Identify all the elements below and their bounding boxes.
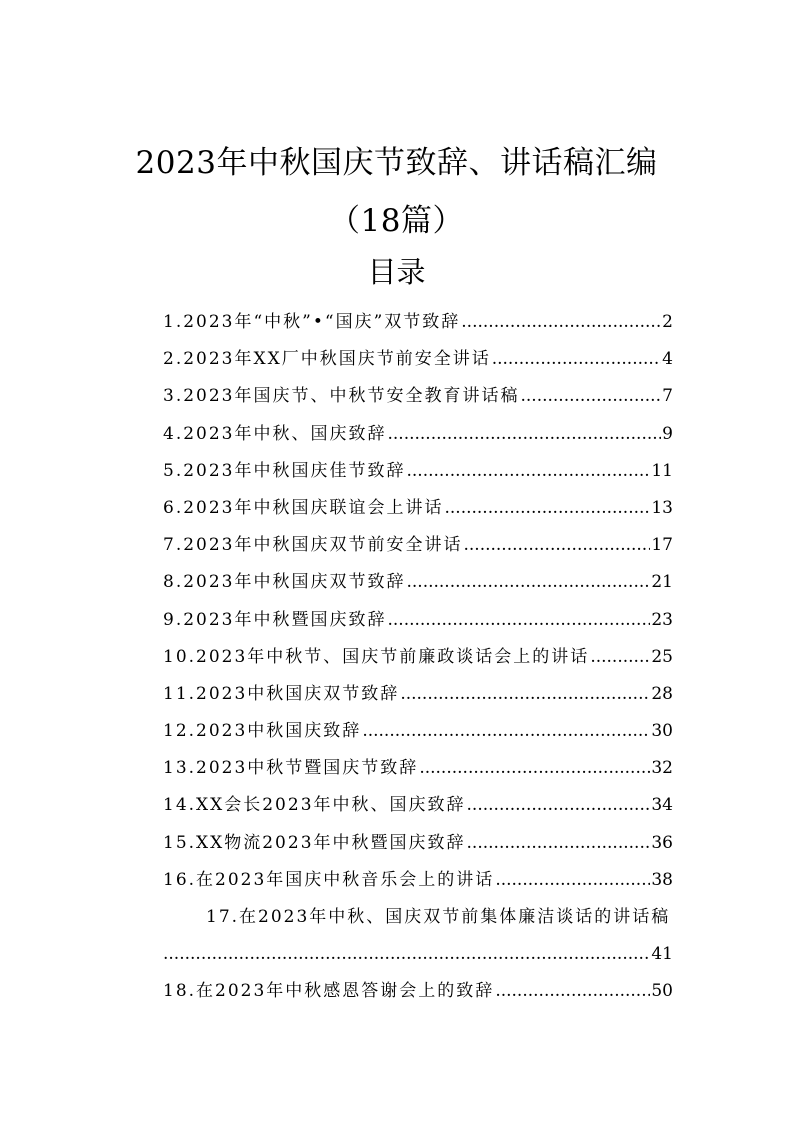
toc-entry-title: 13.2023中秋节暨国庆节致辞: [163, 758, 419, 779]
toc-page-number: 23: [651, 609, 673, 630]
toc-entry-title: 10.2023年中秋节、国庆节前廉政谈话会上的讲话: [163, 646, 590, 667]
toc-page-number: 11: [651, 460, 673, 481]
toc-entry-9[interactable]: [120, 602, 673, 639]
dot-leader: [467, 825, 651, 862]
toc-entry-12[interactable]: [120, 713, 673, 750]
toc-entry-16[interactable]: [120, 862, 673, 899]
toc-entry-2[interactable]: [120, 341, 673, 378]
toc-page-number: 30: [651, 721, 673, 742]
toc-entry-title: 15.XX物流2023年中秋暨国庆致辞: [163, 832, 466, 853]
toc-entry-15[interactable]: [120, 825, 673, 862]
toc-entry-6[interactable]: [120, 490, 673, 527]
toc-entry-13[interactable]: [120, 750, 673, 787]
toc-heading: 目录: [367, 255, 426, 289]
dot-leader: [590, 639, 650, 676]
dot-leader: [492, 341, 661, 378]
toc-entry-title: 4.2023年中秋、国庆致辞: [163, 423, 387, 444]
toc-entry-title: 6.2023年中秋国庆联谊会上讲话: [163, 497, 444, 518]
dot-leader: [163, 936, 650, 973]
dot-leader: [444, 490, 650, 527]
dot-leader: [406, 564, 650, 601]
toc-page-number: 9: [662, 423, 673, 444]
toc-entry-title: 1.2023年“中秋”•“国庆”双节致辞: [163, 312, 461, 332]
toc-entry-title: 12.2023中秋国庆致辞: [163, 721, 362, 742]
toc-entry-14[interactable]: [120, 787, 673, 824]
toc-entry-title: 5.2023年中秋国庆佳节致辞: [163, 460, 406, 481]
toc-entry-1[interactable]: [120, 304, 673, 341]
toc-entry-title: 8.2023年中秋国庆双节致辞: [163, 572, 406, 593]
dot-leader: [362, 713, 650, 750]
toc-entry-18[interactable]: [120, 973, 673, 1010]
toc-entry-title: 17.在2023年中秋、国庆双节前集体廉洁谈话的讲话稿: [206, 907, 671, 927]
toc-entry-4[interactable]: [120, 416, 673, 453]
dot-leader: [387, 416, 661, 453]
dot-leader: [463, 527, 650, 564]
toc-entry-3[interactable]: [120, 378, 673, 415]
toc-entry-8[interactable]: [120, 564, 673, 601]
toc-entry-title: 9.2023年中秋暨国庆致辞: [163, 609, 387, 630]
toc-page-number: 13: [651, 497, 673, 518]
toc-page-number: 41: [651, 944, 673, 965]
toc-page-number: 36: [651, 832, 673, 853]
toc-entry-title: 3.2023年国庆节、中秋节安全教育讲话稿: [163, 386, 520, 407]
toc-entry-title: 16.在2023年国庆中秋音乐会上的讲话: [163, 869, 495, 890]
toc-entry-10[interactable]: [120, 639, 673, 676]
dot-leader: [520, 378, 661, 415]
toc-page-number: 17: [651, 535, 673, 556]
dot-leader: [406, 453, 650, 490]
toc-entry-continuation: [163, 936, 673, 973]
toc-page-number: 4: [662, 349, 673, 370]
toc-page-number: 32: [651, 758, 673, 779]
toc-page-number: 28: [651, 683, 673, 704]
toc-page-number: 2: [662, 312, 673, 332]
toc-page-number: 25: [651, 646, 673, 667]
toc-page-number: 21: [651, 572, 673, 593]
toc-page-number: 7: [662, 386, 673, 407]
toc-entry-title: 14.XX会长2023年中秋、国庆致辞: [163, 795, 466, 816]
toc-entry-17[interactable]: [120, 899, 673, 973]
dot-leader: [495, 862, 650, 899]
document-title: 2023年中秋国庆节致辞、讲话稿汇编（18篇）: [135, 145, 658, 239]
toc-entry-title: 18.在2023年中秋感恩答谢会上的致辞: [163, 981, 495, 1002]
dot-leader: [467, 787, 651, 824]
dot-leader: [461, 304, 661, 341]
toc-entry-title: 11.2023中秋国庆双节致辞: [163, 683, 400, 704]
toc-page-number: 34: [651, 795, 673, 816]
toc-entry-5[interactable]: [120, 453, 673, 490]
toc-entry-title: 7.2023年中秋国庆双节前安全讲话: [163, 535, 463, 556]
dot-leader: [419, 750, 650, 787]
toc-page-number: 38: [651, 869, 673, 890]
table-of-contents: [120, 304, 673, 1011]
dot-leader: [400, 676, 650, 713]
dot-leader: [495, 973, 650, 1010]
toc-entry-title: 2.2023年XX厂中秋国庆节前安全讲话: [163, 349, 491, 370]
dot-leader: [387, 602, 650, 639]
toc-page-number: 50: [651, 981, 673, 1002]
toc-entry-7[interactable]: [120, 527, 673, 564]
toc-entry-11[interactable]: [120, 676, 673, 713]
